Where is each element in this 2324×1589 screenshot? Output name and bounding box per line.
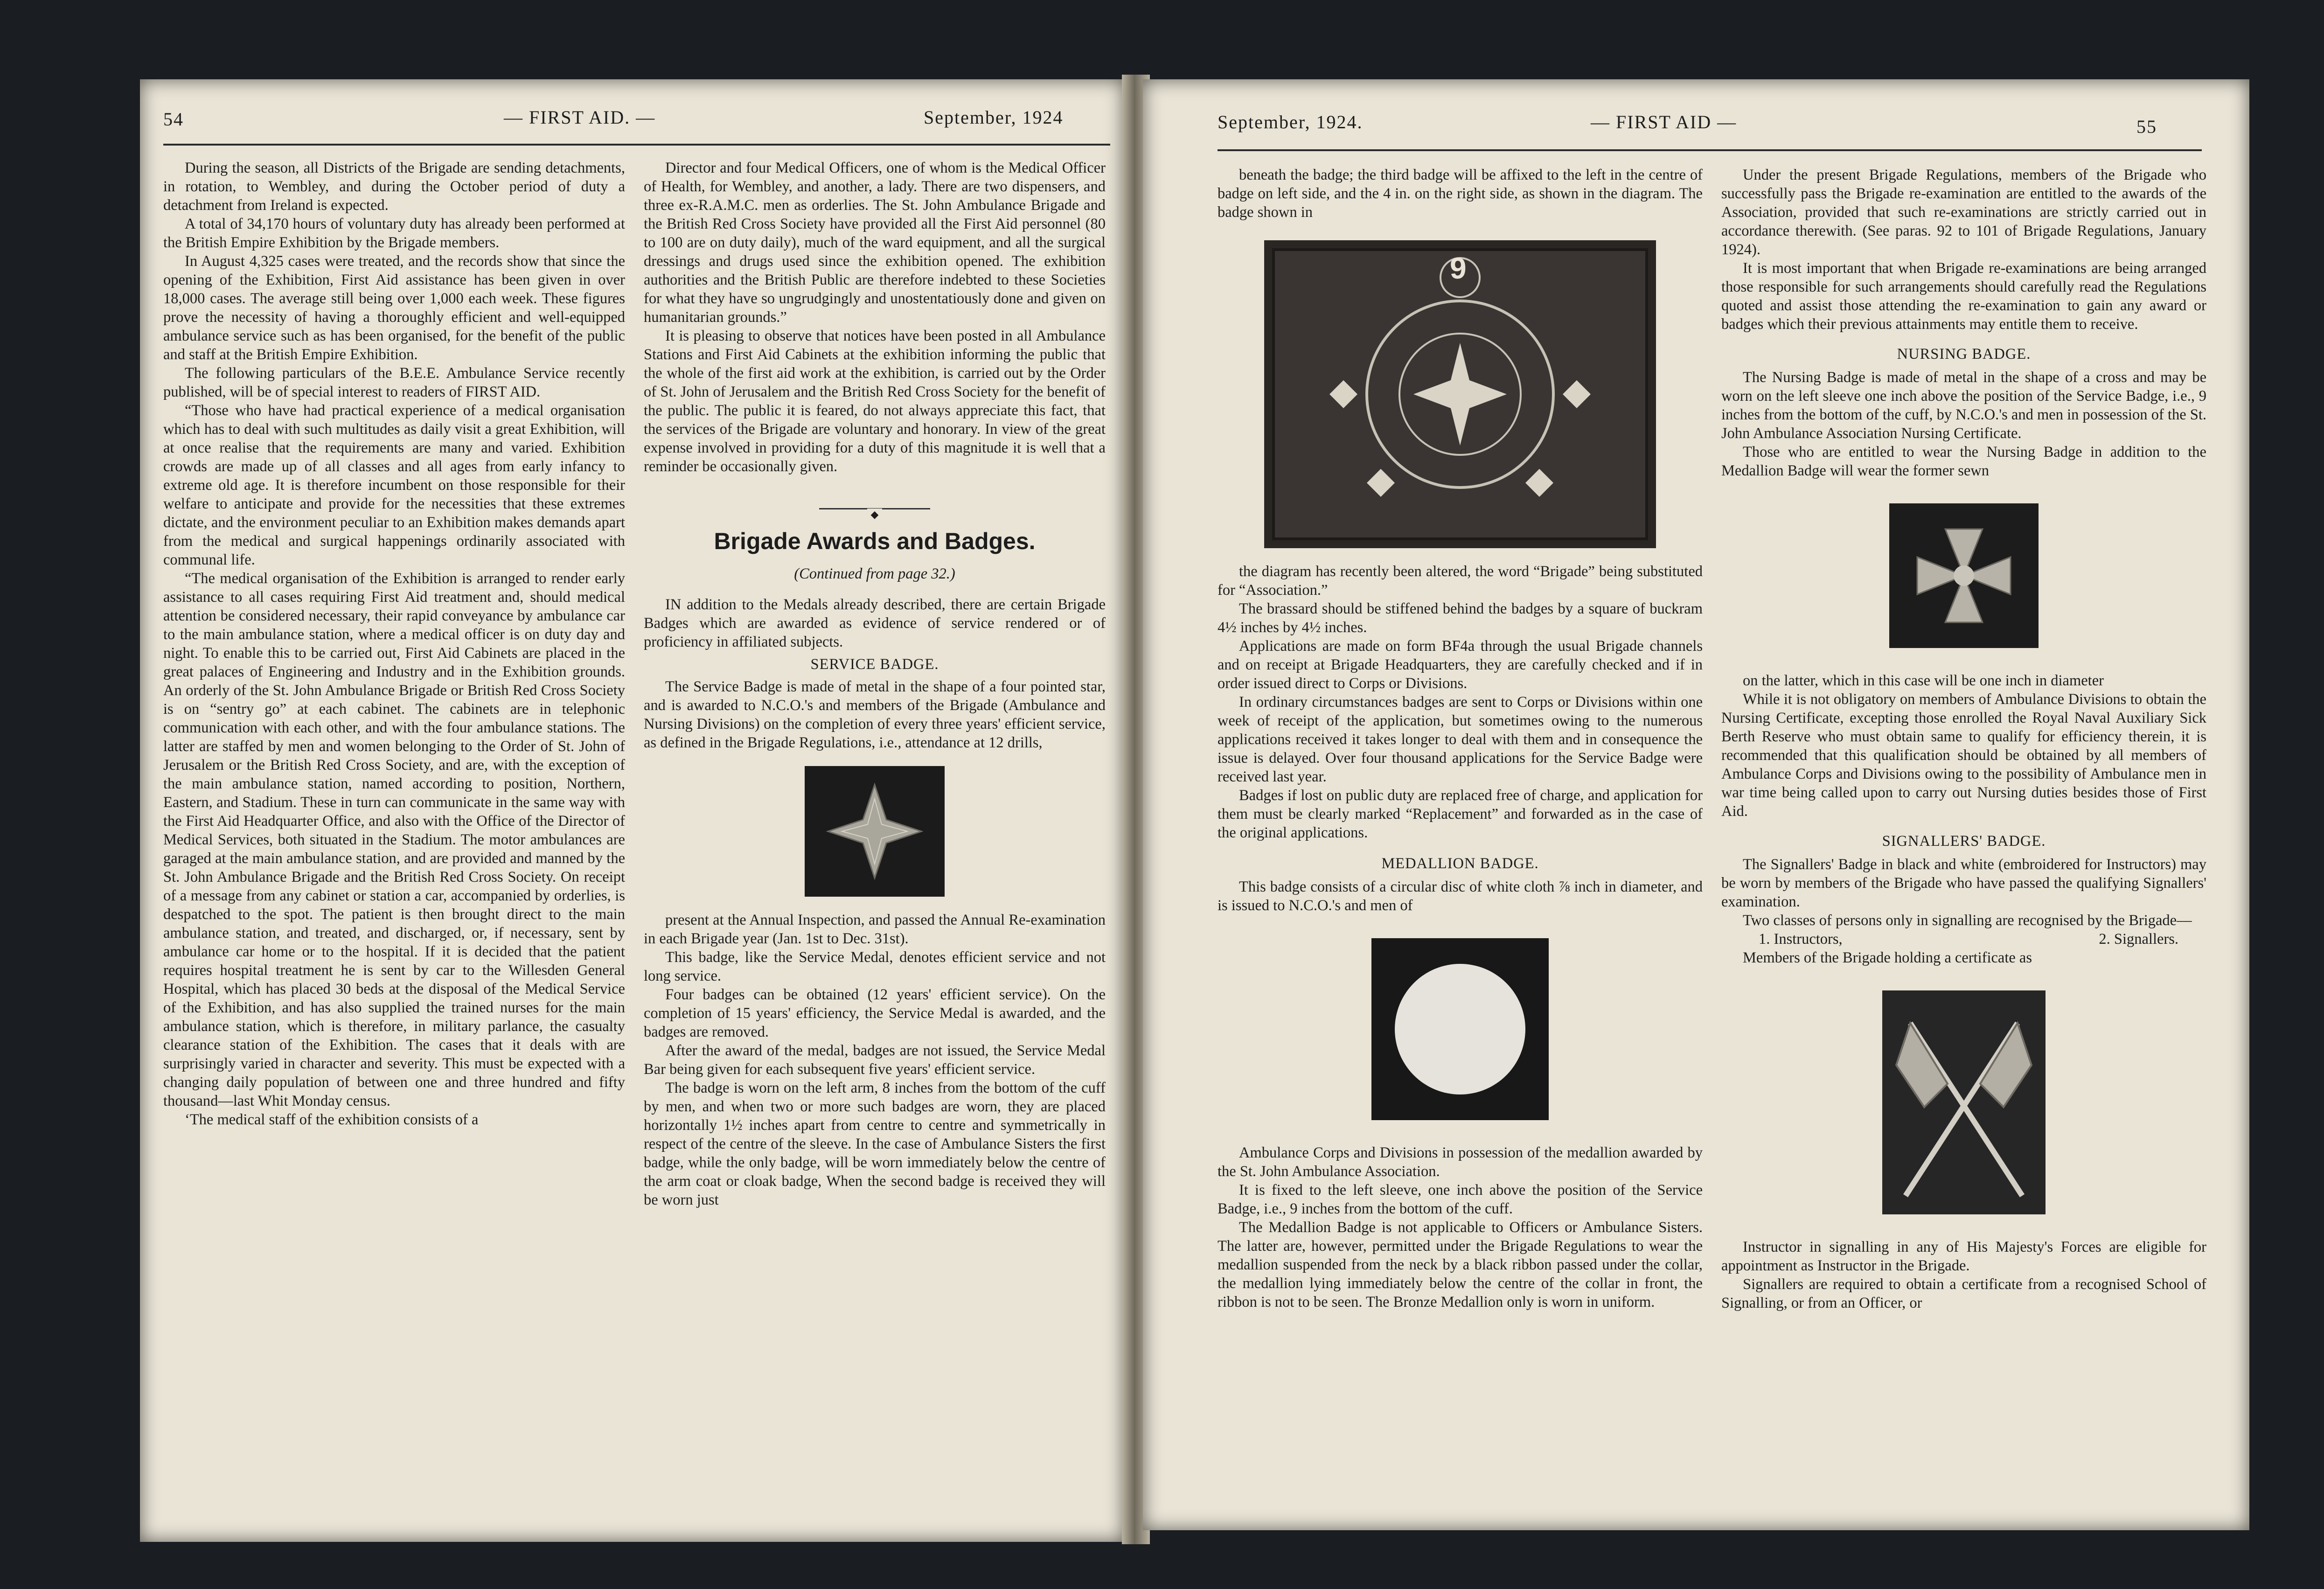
list-item: 2. Signallers. [2099, 931, 2178, 948]
column-3 [1218, 166, 1703, 1311]
running-date: September, 1924. [1218, 112, 1363, 132]
medallion-badge-photo [1371, 938, 1549, 1120]
column-4 [1721, 166, 2206, 1312]
paragraph: This badge consists of a circular disc of white cloth ⅞ inch in diameter, and is issued to N.C.O.'s and men of [1218, 878, 1703, 914]
column-1 [163, 159, 625, 1129]
paragraph: The brassard should be stiffened behind the badges by a square of buckram 4½ inches by 4½ inches. [1218, 600, 1703, 636]
paragraph: the diagram has recently been altered, the word “Brigade” being substituted for “Association.” [1218, 563, 1703, 599]
paragraph: The Signallers' Badge in black and white (embroidered for Instructors) may be worn by members of the Brigade who have passed the qualifying Signallers' examination. [1721, 856, 2206, 910]
paragraph: Applications are made on form BF4a through the usual Brigade channels and on receipt at Brigade Headquarters, they are carefully checked and if in order issued direct to Corps or Divisions. [1218, 638, 1703, 692]
signaller-classes-list [1721, 930, 2206, 948]
paragraph: Those who are entitled to wear the Nursing Badge in addition to the Medallion Badge will wear the former sewn [1721, 444, 2206, 479]
paragraph: While it is not obligatory on members of Ambulance Divisions to obtain the Nursing Certificate, excepting those enrolled the Royal Naval Auxiliary Sick Berth Reserve who must obtain same to qualify for efficiency therein, it is recommended that this qualification should be obtained by all members of Ambulance Corps and Divisions owing to the possibility of Ambulance men in war time being called upon to carry out Nursing duties besides those of First Aid. [1721, 691, 2206, 820]
paragraph: Four badges can be obtained (12 years' efficient service). On the completion of 15 years' efficiency, the Service Medal is awarded, and the badges are removed. [644, 986, 1106, 1040]
paragraph: Two classes of persons only in signalling are recognised by the Brigade— [1743, 912, 2192, 929]
paragraph: Badges if lost on public duty are replaced free of charge, and application for them must be clearly marked “Replacement” and forwarded as in the case of the original applications. [1218, 787, 1703, 841]
list-item: 1. Instructors, [1759, 931, 1843, 948]
header-rule [163, 144, 1110, 146]
paragraph: “Those who have had practical experience of a medical organisation which has to deal with such multitudes as daily visit a great Exhibition, will at once realise that the requirements are many and varied. Exhibition crowds are made up of all classes and all ages from early infancy to extreme old age. It is therefore incumbent on those responsible for their welfare to anticipate and provide for the necessities that these extremes dictate, and the environment peculiar to an Exhibition makes demands apart from the medical and surgical happenings ordinarily associated with communal life. [163, 402, 625, 568]
brassard-photo [1264, 240, 1656, 548]
right-page [1143, 79, 2249, 1530]
running-title: — FIRST AID — [1591, 112, 1737, 132]
brassard-badge-icon [1264, 240, 1656, 548]
paragraph: “The medical organisation of the Exhibition is arranged to render early assistance to all cases requiring First Aid treatment and, should medical attention be considered necessary, their rapid conveyance by ambulance car to the main ambulance station, where a medical officer is on duty day and night. To enable this to be carried out, First Aid Cabinets are placed in the great palaces of Engineering and Industry and in the Exhibition grounds. An orderly of the St. John Ambulance Brigade or British Red Cross Society is on “sentry go” at each cabinet. The cabinets are in telephonic communication with each other, and with the four ambulance stations. The latter are staffed by men and women belonging to the Order of St. John of Jerusalem or the British Red Cross Society, and are, with the exception of the main ambulance station, named according to position, Northern, Eastern, and Stadium. These in turn can communicate in the same way with the First Aid Headquarter Office, and also with the Office of the Director of Medical Services, both situated in the Stadium. The motor ambulances are garaged at the main ambulance station, and are provided and manned by the St. John Ambulance Brigade and the British Red Cross Society. On receipt of a message from any cabinet or station a car, accompanied by orderlies, is despatched to the spot. The patient is then brought direct to the main ambulance station, and treated, and discharged, or, if necessary, sent by ambulance car home or to the hospital. If it is decided that the patient requires hospital treatment he is sent by car to the Willesden General Hospital, which has placed 30 beds at the disposal of the Medical Service of the Exhibition, and has also supplied the trained nurses for the main ambulance station, which is therefore, in military parlance, the casualty clearance station of the Exhibition. The cases that it deals with are surprisingly varied in character and severity. This must be expected with a changing daily population of between one and three hundred and fifty thousand—last Whit Monday census. [163, 570, 625, 1109]
paragraph: Signallers are required to obtain a certificate from a recognised School of Signalling, or from an Officer, or [1721, 1276, 2206, 1311]
paragraph: Instructor in signalling in any of His Majesty's Forces are eligible for appointment as Instructor in the Brigade. [1721, 1239, 2206, 1274]
left-page [140, 79, 1124, 1542]
paragraph: Under the present Brigade Regulations, members of the Brigade who successfully pass the Brigade re-examination are entitled to the awards of the Association, provided that such re-examinations are strictly carried out in accordance therewith. (See paras. 92 to 101 of Brigade Regulations, January 1924). [1721, 167, 2206, 258]
paragraph: The Service Badge is made of metal in the shape of a four pointed star, and is awarded to N.C.O.'s and members of the Brigade (Ambulance and Nursing Divisions) on the completion of every three years' efficient service, as defined in the Brigade Regulations, i.e., attendance at 12 drills, [644, 678, 1106, 751]
paragraph: It is fixed to the left sleeve, one inch above the position of the Service Badge, i.e., 9 inches from the bottom of the cuff. [1218, 1182, 1703, 1217]
signallers-badge-photo [1882, 990, 2046, 1214]
intro-paragraph: IN addition to the Medals already described, there are certain Brigade Badges which are awarded as evidence of service rendered or of proficiency in affiliated subjects. [644, 596, 1106, 650]
section-title: Brigade Awards and Badges. [714, 528, 1036, 554]
paragraph: After the award of the medal, badges are not issued, the Service Medal Bar being given for each subsequent five years' efficient service. [644, 1042, 1106, 1078]
four-pointed-star-icon [805, 766, 945, 897]
service-badge-photo [805, 766, 945, 897]
paragraph: It is most important that when Brigade re-examinations are being arranged those responsible for such arrangements should carefully read the Regulations quoted and assist those attending the re-examination to gain any award or badges which their previous attainments may entitle them to receive. [1721, 260, 2206, 333]
paragraph: During the season, all Districts of the Brigade are sending detachments, in rotation, to Wembley, and during the October period of duty a detachment from Ireland is expected. [163, 160, 625, 214]
nursing-badge-photo [1889, 503, 2039, 648]
paragraph: ‘The medical staff of the exhibition consists of a [185, 1111, 479, 1128]
paragraph: Ambulance Corps and Divisions in possession of the medallion awarded by the St. John Ambulance Association. [1218, 1144, 1703, 1180]
running-date: September, 1924 [924, 107, 1064, 128]
section-divider: ◆ [644, 504, 1106, 513]
paragraph: present at the Annual Inspection, and passed the Annual Re-examination in each Brigade year (Jan. 1st to Dec. 31st). [644, 912, 1106, 947]
paragraph: Members of the Brigade holding a certificate as [1743, 949, 2032, 966]
paragraph: This badge, like the Service Medal, denotes efficient service and not long service. [644, 949, 1106, 984]
continued-note: (Continued from page 32.) [794, 565, 955, 582]
nursing-badge-heading: NURSING BADGE. [1897, 346, 2031, 362]
signallers-badge-heading: SIGNALLERS' BADGE. [1882, 833, 2046, 850]
paragraph: The following particulars of the B.E.E. Ambulance Service recently published, will be of special interest to readers of FIRST AID. [163, 365, 625, 400]
running-title: — FIRST AID. — [504, 107, 656, 128]
paragraph: The Medallion Badge is not applicable to Officers or Ambulance Sisters. The latter are, however, permitted under the Brigade Regulations to wear the medallion suspended from the neck by a black ribbon passed under the collar, the medallion lying immediately below the centre of the collar in front, the ribbon is not to be seen. The Bronze Medallion only is worn in uniform. [1218, 1219, 1703, 1310]
paragraph: In ordinary circumstances badges are sent to Corps or Divisions within one week of receipt of the application, but sometimes owing to the numerous applications received it takes longer to deal with them and in consequence the issue is delayed. Over four thousand applications for the Service Badge were received last year. [1218, 694, 1703, 785]
page-number: 55 [2136, 116, 2157, 137]
page-number: 54 [163, 109, 184, 130]
paragraph: on the latter, which in this case will be one inch in diameter [1743, 672, 2104, 689]
paragraph: beneath the badge; the third badge will be affixed to the left in the centre of badge on left side, and the 4 in. on the right side, as shown in the diagram. The badge shown in [1218, 167, 1703, 221]
brassard-number: 9 [1450, 251, 1467, 285]
service-badge-heading: SERVICE BADGE. [810, 656, 939, 673]
maltese-cross-icon [1889, 503, 2039, 648]
paragraph: A total of 34,170 hours of voluntary duty has already been performed at the British Empire Exhibition by the Brigade members. [163, 216, 625, 251]
crossed-flags-icon [1882, 990, 2046, 1214]
paragraph: The badge is worn on the left arm, 8 inches from the bottom of the cuff by men, and when two or more such badges are worn, they are placed horizontally 1½ inches apart from centre to centre and symmetrically in respect of the centre of the sleeve. In the case of Ambulance Sisters the first badge, while the only badge, will be worn immediately below the centre of the arm coat or cloak badge, When the second badge is received they will be worn just [644, 1080, 1106, 1208]
paragraph: Director and four Medical Officers, one of whom is the Medical Officer of Health, for Wembley, and another, a lady. There are two dispensers, and three ex-R.A.M.C. men as orderlies. The St. John Ambulance Brigade and the British Red Cross Society have provided all the First Aid personnel (80 to 100 are on duty daily), much of the ward equipment, and all the surgical dressings and drugs used since the exhibition opened. The exhibition authorities and the British Public are therefore indebted to these Societies for what they have so ungrudgingly and unostentatiously done and given on humanitarian grounds.” [644, 160, 1106, 326]
paragraph: It is pleasing to observe that notices have been posted in all Ambulance Stations and First Aid Cabinets at the exhibition informing the public that the whole of the first aid work at the exhibition, is carried out by the Order of St. John of Jerusalem and the British Red Cross Society for the benefit of the public. The public it is feared, do not always appreciate this fact, that the services of the Brigade are voluntary and honorary. In view of the great expense involved in providing for a duty of this magnitude it is well that a reminder be occasionally given. [644, 328, 1106, 475]
column-2 [644, 159, 1106, 1209]
paragraph: The Nursing Badge is made of metal in the shape of a cross and may be worn on the left sleeve one inch above the position of the Service Badge, i.e., 9 inches from the bottom of the cuff, by N.C.O.'s and men in possession of the St. John Ambulance Association Nursing Certificate. [1721, 369, 2206, 442]
medallion-disc-icon [1371, 938, 1549, 1120]
paragraph: In August 4,325 cases were treated, and the records show that since the opening of the Exhibition, First Aid assistance has been given in over 18,000 cases. The average still being over 1,000 each week. These figures prove the necessity of having a thoroughly efficient and well-equipped ambulance service such as has been organised, for the benefit of the public and staff at the British Empire Exhibition. [163, 253, 625, 363]
header-rule [1218, 149, 2202, 151]
medallion-badge-heading: MEDALLION BADGE. [1381, 855, 1539, 872]
